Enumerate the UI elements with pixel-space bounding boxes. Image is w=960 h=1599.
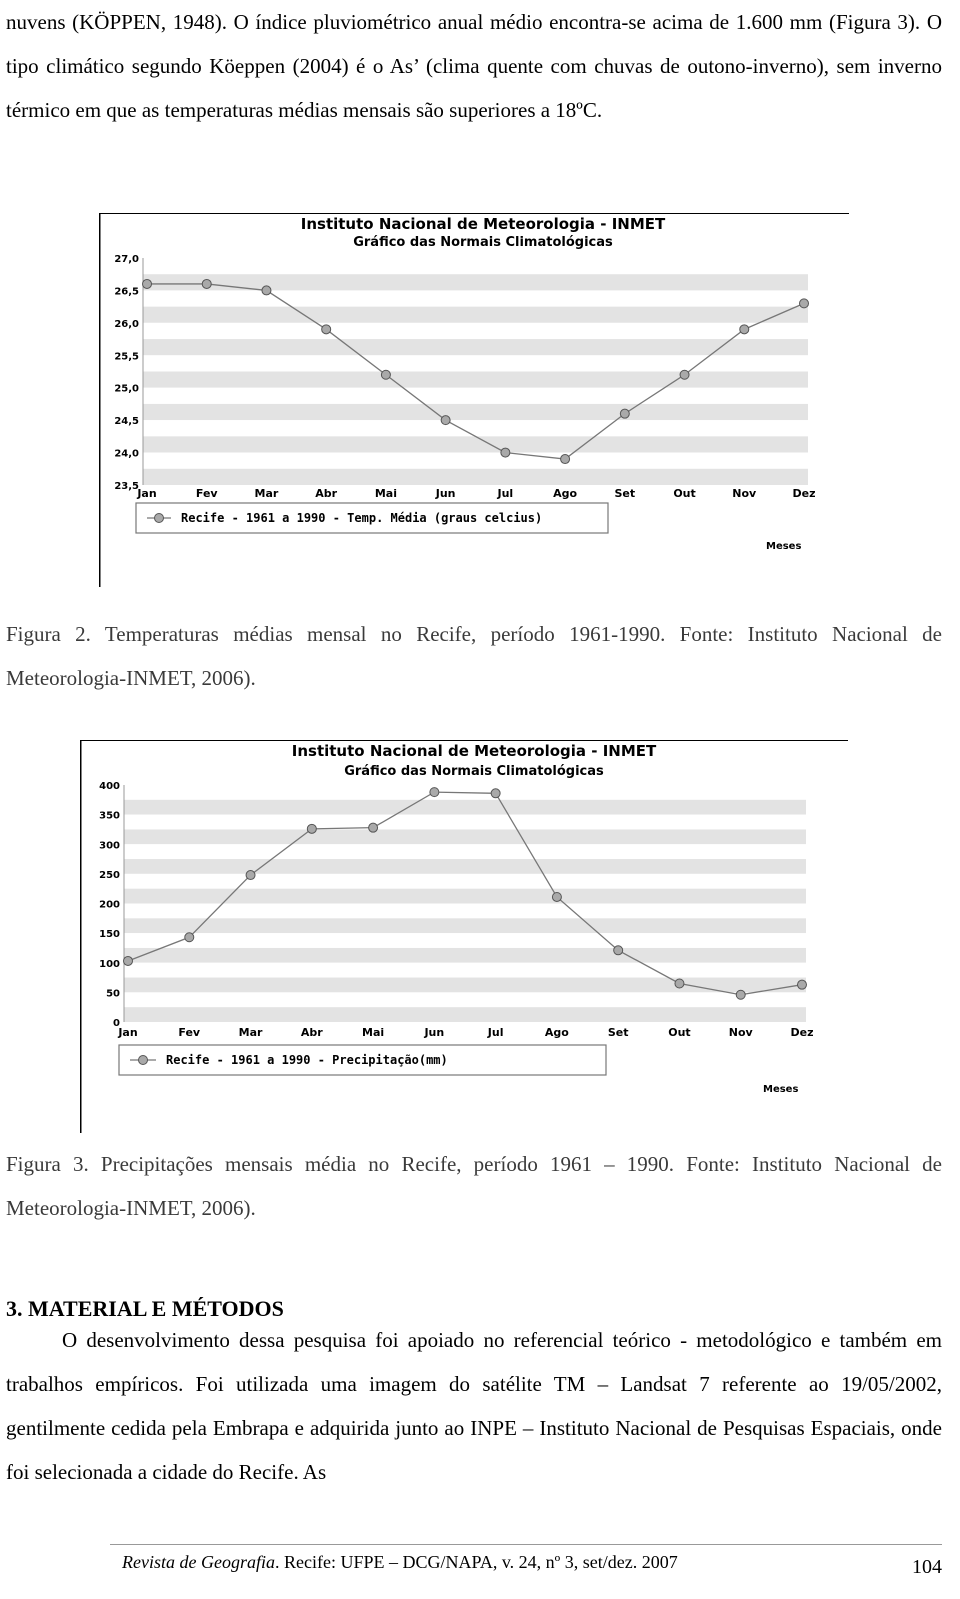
- grid-band: [124, 829, 806, 844]
- y-tick-label: 26,0: [114, 318, 139, 330]
- x-tick-label: Fev: [178, 1026, 201, 1039]
- x-axis-label: Meses: [766, 541, 802, 552]
- legend-label: Recife - 1961 a 1990 - Precipitação(mm): [166, 1053, 448, 1067]
- grid-band: [124, 1007, 806, 1022]
- grid-band: [124, 978, 806, 993]
- y-tick-label: 400: [99, 781, 120, 792]
- footer-citation: [122, 1552, 678, 1573]
- data-point-jun: [441, 416, 450, 425]
- page-number: 104: [912, 1556, 942, 1578]
- y-tick-label: 27,0: [114, 254, 139, 265]
- data-point-mai: [381, 370, 390, 379]
- grid-band: [124, 889, 806, 904]
- x-axis-label: Meses: [763, 1084, 799, 1095]
- x-tick-label: Mai: [362, 1026, 385, 1039]
- precipitation-chart-svg: [80, 740, 848, 1133]
- x-tick-label: Nov: [728, 1026, 753, 1039]
- y-tick-label: 150: [99, 929, 120, 941]
- figure-2-caption: Figura 2. Temperaturas médias mensal no Recife, período 1961-1990. Fonte: Instituto Nacional de Meteorologia-INMET, 2006).: [6, 622, 942, 690]
- x-tick-label: Set: [607, 1026, 629, 1039]
- y-tick-label: 23,5: [114, 481, 139, 492]
- grid-band: [143, 339, 808, 355]
- grid-band: [143, 436, 808, 452]
- x-tick-label: Jul: [497, 487, 514, 500]
- y-tick-label: 25,0: [114, 383, 139, 395]
- footer-rule: [110, 1544, 942, 1545]
- legend-label: Recife - 1961 a 1990 - Temp. Média (graus celcius): [181, 511, 543, 525]
- x-tick-label: Dez: [790, 1026, 814, 1039]
- data-point-fev: [185, 933, 194, 942]
- x-tick-label: Abr: [300, 1026, 323, 1039]
- y-tick-label: 26,5: [114, 286, 139, 298]
- figure-2-temperature-chart: [99, 213, 849, 587]
- data-point-jan: [124, 956, 133, 965]
- y-tick-label: 24,0: [114, 448, 139, 460]
- data-point-nov: [736, 990, 745, 999]
- x-tick-label: Mai: [374, 487, 397, 500]
- data-point-abr: [307, 824, 316, 833]
- grid-band: [124, 918, 806, 933]
- y-tick-label: 300: [99, 840, 120, 852]
- section-heading: 3. MATERIAL E MÉTODOS: [6, 1296, 284, 1321]
- y-tick-label: 50: [106, 988, 120, 1000]
- data-point-dez: [800, 299, 809, 308]
- x-tick-label: Out: [668, 1026, 691, 1039]
- x-tick-label: Fev: [195, 487, 218, 500]
- chart-title: Instituto Nacional de Meteorologia - INMET: [300, 215, 666, 233]
- grid-band: [143, 469, 808, 485]
- y-tick-label: 25,5: [114, 351, 139, 363]
- y-tick-label: 250: [99, 869, 120, 881]
- data-point-dez: [798, 980, 807, 989]
- grid-band: [143, 372, 808, 388]
- x-tick-label: Dez: [792, 487, 816, 500]
- intro-paragraph: nuvens (KÖPPEN, 1948). O índice pluviométrico anual médio encontra-se acima de 1.600 mm (Figura 3). O tipo climático segundo Köeppen (2004) é o As’ (clima quente com chuvas de outono-inverno), sem inverno térmico em que as temperaturas médias mensais são superiores a 18ºC.: [6, 10, 942, 122]
- chart-title: Instituto Nacional de Meteorologia - INMET: [291, 742, 657, 760]
- y-tick-label: 350: [99, 810, 120, 822]
- data-point-ago: [561, 455, 570, 464]
- figure-3-caption: Figura 3. Precipitações mensais média no Recife, período 1961 – 1990. Fonte: Instituto Nacional de Meteorologia-INMET, 2006).: [6, 1152, 942, 1220]
- grid-band: [124, 859, 806, 874]
- y-tick-label: 24,5: [114, 416, 139, 428]
- x-tick-label: Jan: [137, 487, 157, 500]
- x-tick-label: Nov: [732, 487, 757, 500]
- data-point-fev: [202, 279, 211, 288]
- grid-band: [143, 307, 808, 323]
- x-tick-label: Set: [614, 487, 636, 500]
- chart-subtitle: Gráfico das Normais Climatológicas: [353, 235, 613, 250]
- grid-band: [124, 800, 806, 815]
- x-tick-label: Jun: [435, 487, 456, 500]
- data-point-set: [620, 409, 629, 418]
- x-tick-label: Jul: [487, 1026, 504, 1039]
- x-tick-label: Jan: [118, 1026, 138, 1039]
- x-tick-label: Ago: [553, 487, 578, 500]
- data-point-mar: [246, 871, 255, 880]
- data-point-jun: [430, 788, 439, 797]
- x-tick-label: Abr: [315, 487, 338, 500]
- x-tick-label: Out: [673, 487, 696, 500]
- x-tick-label: Ago: [544, 1026, 569, 1039]
- data-point-out: [680, 370, 689, 379]
- data-point-jul: [491, 789, 500, 798]
- data-point-mar: [262, 286, 271, 295]
- data-point-nov: [740, 325, 749, 334]
- data-point-out: [675, 979, 684, 988]
- data-point-jan: [143, 279, 152, 288]
- data-point-jul: [501, 448, 510, 457]
- x-tick-label: Jun: [424, 1026, 445, 1039]
- legend-marker: [139, 1056, 148, 1065]
- x-tick-label: Mar: [254, 487, 279, 500]
- legend-marker: [155, 514, 164, 523]
- temperature-chart-svg: [99, 213, 849, 587]
- footer-details: . Recife: UFPE – DCG/NAPA, v. 24, nº 3, set/dez. 2007: [274, 1552, 678, 1572]
- y-tick-label: 100: [99, 958, 120, 970]
- data-point-abr: [322, 325, 331, 334]
- grid-band: [124, 948, 806, 963]
- y-tick-label: 200: [99, 899, 120, 911]
- grid-band: [143, 404, 808, 420]
- data-point-ago: [552, 892, 561, 901]
- figure-3-precipitation-chart: [80, 740, 848, 1133]
- data-point-set: [614, 946, 623, 955]
- data-point-mai: [369, 823, 378, 832]
- methods-paragraph: O desenvolvimento dessa pesquisa foi apoiado no referencial teórico - metodológico e também em trabalhos empíricos. Foi utilizada uma imagem do satélite TM – Landsat 7 referente ao 19/05/2002, gentilmente cedida pela Embrapa e adquirida junto ao INPE – Instituto Nacional de Pesquisas Espaciais, onde foi selecionada a cidade do Recife. As: [6, 1328, 942, 1484]
- x-tick-label: Mar: [238, 1026, 263, 1039]
- y-tick-label: 0: [113, 1018, 120, 1029]
- chart-subtitle: Gráfico das Normais Climatológicas: [344, 764, 604, 779]
- journal-name: Revista de Geografia: [122, 1552, 275, 1572]
